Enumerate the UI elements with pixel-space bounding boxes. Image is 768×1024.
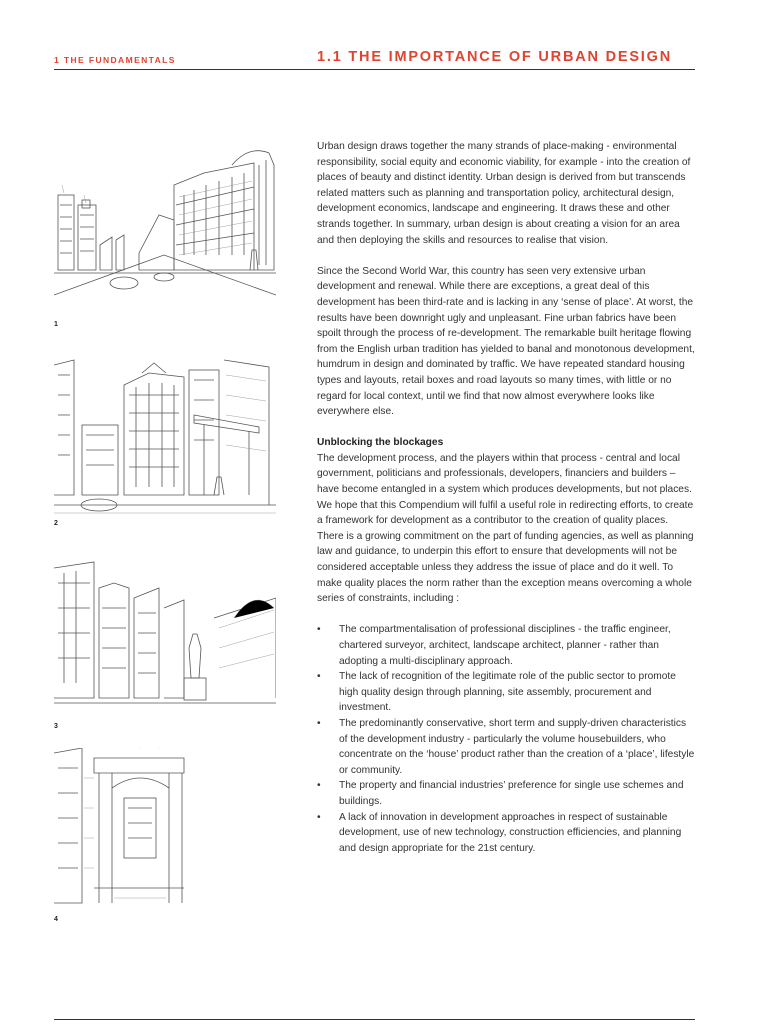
header-rule [54, 69, 695, 70]
subheading-unblocking: Unblocking the blockages [317, 437, 444, 449]
figure-2-sketch [54, 355, 276, 525]
list-item [317, 778, 697, 809]
constraints-list [317, 622, 697, 856]
list-item-text: The predominantly conservative, short term and supply-driven characteristics of the development industry - particularly the volume housebuilders, who concentrate on the ‘house’ product rather than the creation of a ‘place’, lifestyle or community. [339, 717, 695, 776]
paragraph-postwar: Since the Second World War, this country has seen very extensive urban development and renewal. While there are exceptions, a great deal of this development has been third-rate and is lacking in any ‘sense of place’. At worst, the results have been downright ugly and unpleasant. Fine urban fabrics have been spoilt through the process of re-development. The remarkable built heritage flowing from the English urban tradition has yielded to banal and monotonous development, humdrum in design and dominated by traffic. We have repeated standard housing types and layouts, retail boxes and road layouts so many times, with little or no regard for local context, until we find that now almost everywhere looks like everywhere else. [317, 265, 695, 418]
footer-rule [54, 1019, 695, 1020]
list-item-text: A lack of innovation in development approaches in respect of sustainable development, use of new technology, construction efficiencies, and planning and design appropriate for the 21st century. [339, 811, 682, 854]
paragraph-intro: Urban design draws together the many strands of place-making - environmental responsibility, social equity and economic viability, for example - into the creation of places of beauty and distinct identity. Urban design is derived from but transcends related matters such as planning and transportation policy, architectural design, development economics, landscape and engineering. It draws these and other strands together. In summary, urban design is about creating a vision for an area and then deploying the skills and resources to realise that vision. [317, 141, 691, 246]
figure-3-number: 3 [54, 723, 58, 730]
list-item-text: The lack of recognition of the legitimate role of the public sector to promote high quality design through planning, site assembly, procurement and investment. [339, 671, 676, 714]
section-label: 1 THE FUNDAMENTALS [54, 55, 176, 65]
figure-1-sketch [54, 145, 276, 303]
list-item [317, 622, 697, 669]
list-item [317, 716, 697, 778]
page-title: 1.1 THE IMPORTANCE OF URBAN DESIGN [317, 49, 672, 65]
figure-4-sketch [54, 748, 194, 908]
list-item [317, 669, 697, 716]
list-item [317, 810, 697, 857]
figure-1-number: 1 [54, 321, 58, 328]
figure-2-number: 2 [54, 520, 58, 527]
figure-4-number: 4 [54, 916, 58, 923]
bullet-mark: • [317, 811, 321, 823]
list-item-text: The compartmentalisation of professional disciplines - the traffic engineer, chartered surveyor, architect, landscape architect, planner - rather than adopting a multi-disciplinary approach. [339, 624, 671, 667]
bullet-mark: • [317, 671, 321, 683]
body-text [317, 139, 697, 856]
bullet-mark: • [317, 717, 321, 729]
bullet-mark: • [317, 624, 321, 636]
figure-3-sketch [54, 558, 276, 716]
list-item-text: The property and financial industries’ preference for single use schemes and buildings. [339, 780, 684, 807]
paragraph-development-process: The development process, and the players within that process - central and local government, politicians and professionals, developers, financiers and builders – have become entangled in a system which produces developments, but not places. We hope that this Compendium will fulfil a useful role in redirecting efforts, to create a framework for development as a contributor to the creation of quality places. There is a growing commitment on the part of funding agencies, as well as planning law and guidance, to underpin this effort to ensure that developments will not be considered acceptable unless they address the issue of place and do it well. To make quality places the norm rather than the exception means overcoming a whole series of constraints, including : [317, 452, 694, 605]
bullet-mark: • [317, 780, 321, 792]
